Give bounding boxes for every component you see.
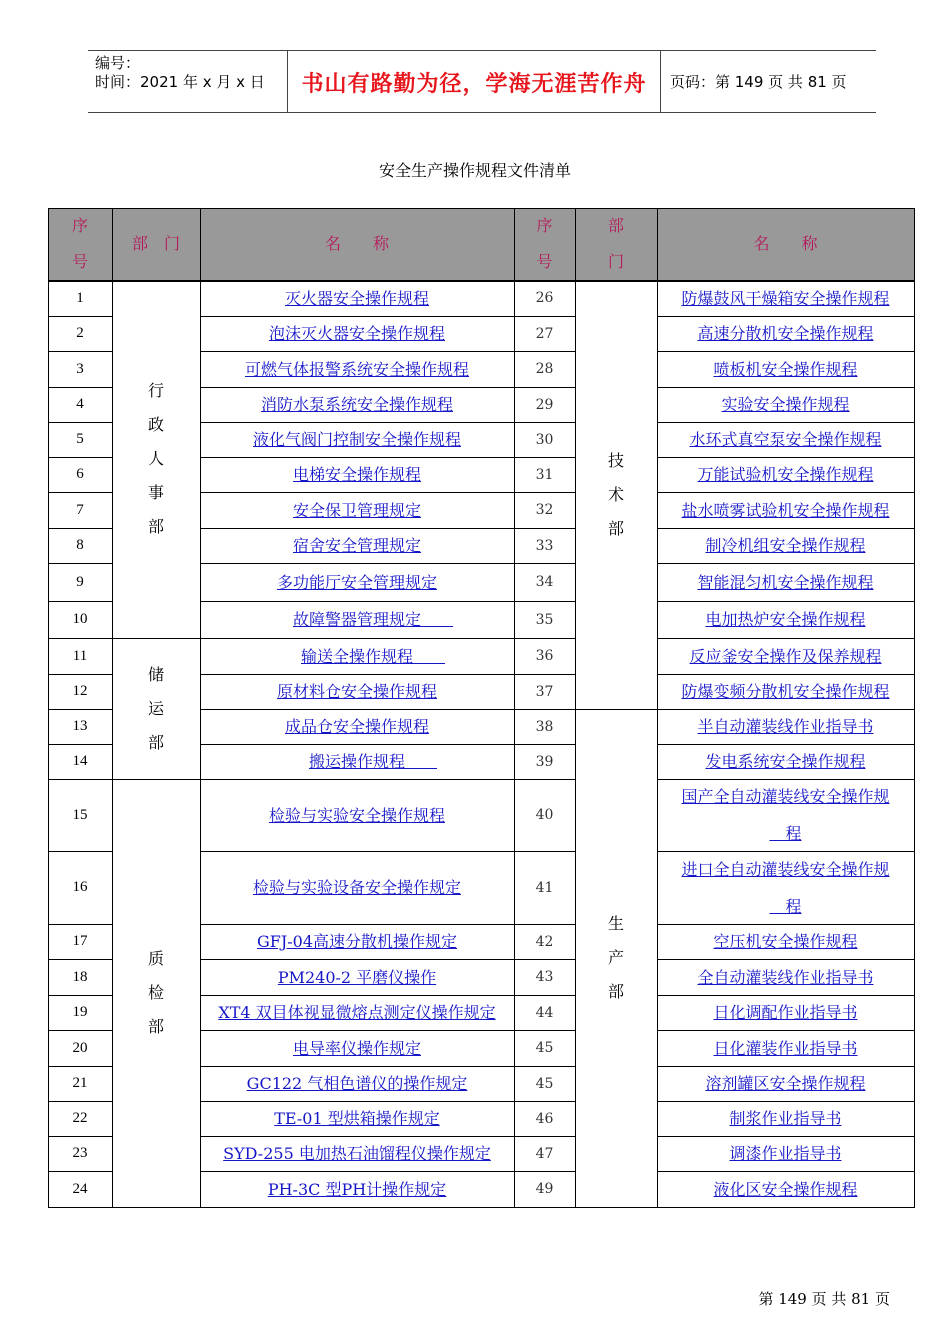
header-meta xyxy=(95,54,265,92)
procedure-link[interactable]: 消防水泵系统安全操作规程 xyxy=(260,395,453,414)
procedure-link[interactable]: 反应釜安全操作及保养规程 xyxy=(689,646,882,666)
procedure-link[interactable]: GC122 气相色谱仪的操作规定 xyxy=(246,1074,468,1093)
grid-line xyxy=(48,457,113,458)
procedure-link[interactable]: 半自动灌装线作业指导书 xyxy=(697,717,874,736)
left-row-name-cell xyxy=(200,280,514,316)
procedure-link[interactable]: 实验安全操作规程 xyxy=(721,395,850,414)
procedure-link[interactable]: 电梯安全操作规程 xyxy=(292,465,421,484)
right-row-number: 41 xyxy=(535,879,554,896)
procedure-link[interactable]: 日化调配作业指导书 xyxy=(713,1003,858,1022)
grid-line xyxy=(48,208,915,209)
left-row-number: 20 xyxy=(72,1039,88,1056)
right-row-number: 47 xyxy=(535,1145,554,1162)
right-row-name-cell xyxy=(657,351,914,387)
grid-line xyxy=(48,995,113,996)
left-row-name-cell xyxy=(200,779,514,851)
time-label: 时间：2021 年 x 月 x 日 xyxy=(95,73,265,91)
left-row-number: 15 xyxy=(72,806,88,823)
left-row-number: 23 xyxy=(72,1145,88,1161)
right-row-number: 27 xyxy=(535,325,554,342)
left-row-number: 8 xyxy=(76,537,84,553)
procedure-link[interactable]: 发电系统安全操作规程 xyxy=(705,752,866,771)
procedure-link[interactable]: 液化气阀门控制安全操作规程 xyxy=(252,430,461,449)
right-row-name-cell xyxy=(657,1066,914,1101)
right-row-name-cell xyxy=(657,280,914,316)
procedure-link[interactable]: 全自动灌装线作业指导书 xyxy=(697,967,874,987)
right-row-number: 30 xyxy=(535,431,554,448)
left-row-name-cell xyxy=(200,1030,514,1066)
department-name: 行 政 人 事 部 xyxy=(147,381,164,536)
left-row-number: 16 xyxy=(72,879,88,895)
procedure-link[interactable]: 原材料仓安全操作规程 xyxy=(276,682,437,701)
grid-line xyxy=(48,924,113,925)
grid-line xyxy=(48,1101,113,1102)
procedure-link[interactable]: 电加热炉安全操作规程 xyxy=(705,610,866,629)
left-row-number: 24 xyxy=(72,1180,88,1197)
grid-line xyxy=(575,208,576,1208)
grid-line xyxy=(48,851,113,852)
left-row-name-cell xyxy=(200,1136,514,1171)
left-row-number: 11 xyxy=(72,647,88,664)
procedure-link[interactable]: 制冷机组安全操作规程 xyxy=(705,536,866,555)
procedure-link[interactable]: 智能混匀机安全操作规程 xyxy=(697,572,874,592)
right-row-number: 44 xyxy=(535,1004,554,1021)
left-row-name-cell xyxy=(200,638,514,674)
right-row-name-cell xyxy=(657,924,914,959)
right-row-name-cell xyxy=(657,1171,914,1207)
header-label: 名 称 xyxy=(753,234,818,253)
right-row-name-cell xyxy=(657,316,914,351)
right-row-name-cell xyxy=(657,709,914,744)
grid-line xyxy=(48,1030,113,1031)
procedure-link[interactable]: 水环式真空泵安全操作规程 xyxy=(689,430,882,449)
left-row-number: 7 xyxy=(76,501,84,518)
procedure-link[interactable]: 防爆变频分散机安全操作规程 xyxy=(681,682,890,701)
right-row-number: 40 xyxy=(535,807,554,823)
left-row-number: 12 xyxy=(72,683,88,699)
right-row-number: 49 xyxy=(535,1181,554,1197)
grid-line xyxy=(48,709,113,710)
left-row-name-cell xyxy=(200,492,514,528)
grid-line xyxy=(48,208,49,1208)
procedure-link[interactable]: PH-3C 型PH计操作规定 xyxy=(267,1179,447,1199)
procedure-link[interactable]: 输送全操作规程 xyxy=(300,646,445,666)
left-row-name-cell xyxy=(200,924,514,959)
right-row-name-cell xyxy=(657,528,914,563)
grid-line xyxy=(48,601,113,602)
left-row-name-cell xyxy=(200,709,514,744)
procedure-link[interactable]: 溶剂罐区安全操作规程 xyxy=(705,1074,866,1093)
right-row-name-cell xyxy=(657,601,914,638)
header-page-info: 页码：第 149 页 共 81 页 xyxy=(670,73,847,91)
left-row-number: 1 xyxy=(76,289,84,306)
left-row-number: 22 xyxy=(72,1110,88,1126)
procedure-link[interactable]: 调漆作业指导书 xyxy=(729,1144,842,1163)
right-row-number: 29 xyxy=(535,396,554,413)
left-row-name-cell xyxy=(200,387,514,422)
procedure-link[interactable]: 防爆鼓风干燥箱安全操作规程 xyxy=(681,288,890,308)
grid-line xyxy=(200,208,201,1208)
left-row-number: 4 xyxy=(76,396,84,412)
procedure-link[interactable]: 检验与实验设备安全操作规定 xyxy=(252,878,461,897)
right-row-name-cell xyxy=(657,1136,914,1171)
right-row-name-cell xyxy=(657,387,914,422)
header-label: 序 号 xyxy=(71,216,88,271)
procedure-link[interactable]: TE-01 型烘箱操作规定 xyxy=(274,1109,440,1128)
procedure-link[interactable]: 泡沫灭火器安全操作规程 xyxy=(268,324,445,343)
left-row-name-cell xyxy=(200,1066,514,1101)
left-row-number: 6 xyxy=(76,466,84,482)
right-row-number: 34 xyxy=(535,574,554,590)
right-row-number: 38 xyxy=(535,718,554,735)
right-department-cell xyxy=(575,280,657,709)
left-row-name-cell xyxy=(200,351,514,387)
department-name: 储 运 部 xyxy=(147,664,164,752)
procedure-link[interactable]: 喷板机安全操作规程 xyxy=(713,359,858,379)
grid-line xyxy=(48,528,113,529)
right-row-name-cell xyxy=(657,959,914,995)
table-header-seq2 xyxy=(514,208,575,280)
grid-line xyxy=(48,387,113,388)
right-row-number: 39 xyxy=(535,753,554,770)
department-name: 技 术 部 xyxy=(607,450,624,538)
procedure-link[interactable]: 万能试验机安全操作规程 xyxy=(697,465,874,484)
right-row-name-cell xyxy=(657,1101,914,1136)
right-row-name-cell xyxy=(657,779,914,851)
left-row-name-cell xyxy=(200,601,514,638)
left-row-name-cell xyxy=(200,563,514,601)
grid-line xyxy=(112,638,201,639)
procedure-link[interactable]: 故障警器管理规定 xyxy=(292,610,453,629)
right-row-number: 26 xyxy=(535,290,554,306)
department-name: 质 检 部 xyxy=(147,949,164,1036)
table-header-dept2 xyxy=(575,208,657,280)
grid-line xyxy=(200,851,576,852)
grid-line xyxy=(514,208,515,1208)
procedure-link[interactable]: 搬运操作规程 xyxy=(308,752,437,771)
procedure-link[interactable]: 日化灌装作业指导书 xyxy=(713,1038,858,1058)
right-row-number: 37 xyxy=(535,683,554,700)
procedure-link[interactable]: 安全保卫管理规定 xyxy=(292,500,421,520)
procedure-link[interactable]: 空压机安全操作规程 xyxy=(713,932,858,951)
right-row-number: 32 xyxy=(535,502,554,518)
procedure-link[interactable]: GFJ-04高速分散机操作规定 xyxy=(256,932,458,951)
left-row-number: 3 xyxy=(76,360,84,377)
procedure-link[interactable]: 液化区安全操作规程 xyxy=(713,1179,858,1199)
procedure-link[interactable]: 多功能厅安全管理规定 xyxy=(276,572,437,592)
grid-line xyxy=(914,208,915,1208)
right-row-name-cell xyxy=(657,1030,914,1066)
left-row-name-cell xyxy=(200,1101,514,1136)
right-row-name-cell xyxy=(657,492,914,528)
right-row-number: 33 xyxy=(535,537,554,554)
left-row-name-cell xyxy=(200,674,514,709)
serial-label: 编号： xyxy=(95,54,141,72)
grid-line xyxy=(48,744,113,745)
header-label: 序 号 xyxy=(536,216,553,271)
left-row-number: 9 xyxy=(76,573,84,590)
grid-line xyxy=(48,422,113,423)
left-row-number: 14 xyxy=(72,753,88,769)
right-row-number: 42 xyxy=(535,933,554,950)
procedure-link[interactable]: 检验与实验安全操作规程 xyxy=(268,805,445,825)
left-row-name-cell xyxy=(200,422,514,457)
grid-line xyxy=(48,1066,113,1067)
grid-line xyxy=(575,709,658,710)
grid-line xyxy=(112,779,201,780)
grid-line xyxy=(48,492,113,493)
right-row-name-cell xyxy=(657,851,914,924)
right-row-name-cell xyxy=(657,995,914,1030)
procedure-link[interactable]: 进口全自动灌装线安全操作规 程 xyxy=(681,859,890,916)
right-row-number: 46 xyxy=(535,1110,554,1127)
right-row-name-cell xyxy=(657,422,914,457)
right-department-cell xyxy=(575,709,657,1207)
left-department-cell xyxy=(112,779,200,1207)
grid-line xyxy=(112,208,113,1208)
left-row-number: 17 xyxy=(72,933,88,949)
procedure-link[interactable]: SYD-255 电加热石油馏程仪操作规定 xyxy=(223,1144,491,1163)
procedure-link[interactable]: 制浆作业指导书 xyxy=(729,1109,842,1128)
header-label: 名 称 xyxy=(324,234,389,253)
left-row-name-cell xyxy=(200,316,514,351)
left-row-name-cell xyxy=(200,959,514,995)
right-row-number: 28 xyxy=(535,361,554,377)
left-row-number: 13 xyxy=(72,718,88,734)
grid-line xyxy=(48,351,113,352)
left-row-number: 21 xyxy=(72,1075,88,1091)
procedure-link[interactable]: 盐水喷雾试验机安全操作规程 xyxy=(681,500,890,520)
left-row-number: 5 xyxy=(76,431,84,447)
right-row-name-cell xyxy=(657,457,914,492)
table-header-name xyxy=(200,208,514,280)
right-row-number: 45 xyxy=(535,1075,554,1092)
right-row-name-cell xyxy=(657,744,914,779)
header-label: 部 门 xyxy=(607,216,624,271)
right-row-number: 43 xyxy=(535,969,554,985)
procedure-link[interactable]: 电导率仪操作规定 xyxy=(292,1038,421,1058)
header-divider xyxy=(660,51,661,112)
table-header-name2 xyxy=(657,208,914,280)
right-row-number: 35 xyxy=(535,611,554,628)
left-row-name-cell xyxy=(200,744,514,779)
left-department-cell xyxy=(112,280,200,638)
left-department-cell xyxy=(112,638,200,779)
department-name: 生 产 部 xyxy=(607,914,624,1001)
grid-line xyxy=(48,674,113,675)
right-row-name-cell xyxy=(657,563,914,601)
right-row-name-cell xyxy=(657,674,914,709)
left-row-name-cell xyxy=(200,528,514,563)
grid-line xyxy=(48,1171,113,1172)
footer-page-info: 第 149 页 共 81 页 xyxy=(758,1290,890,1308)
left-row-number: 10 xyxy=(72,611,88,627)
left-row-name-cell xyxy=(200,851,514,924)
procedure-link[interactable]: 高速分散机安全操作规程 xyxy=(697,324,874,343)
right-row-name-cell xyxy=(657,638,914,674)
procedure-link[interactable]: PM240-2 平磨仪操作 xyxy=(277,967,437,987)
left-row-name-cell xyxy=(200,1171,514,1207)
procedure-link[interactable]: 可燃气体报警系统安全操作规程 xyxy=(244,359,469,379)
left-row-number: 18 xyxy=(72,968,88,985)
grid-line xyxy=(48,563,113,564)
document-title: 安全生产操作规程文件清单 xyxy=(378,161,571,180)
procedure-link[interactable]: XT4 双目体视显微熔点测定仪操作规定 xyxy=(218,1003,496,1022)
procedure-link[interactable]: 成品仓安全操作规程 xyxy=(284,717,429,736)
right-row-number: 31 xyxy=(535,466,554,483)
procedure-link[interactable]: 国产全自动灌装线安全操作规 程 xyxy=(681,787,890,843)
procedure-link[interactable]: 宿舍安全管理规定 xyxy=(292,536,421,555)
grid-line xyxy=(48,316,113,317)
page-header xyxy=(88,50,876,113)
left-row-name-cell xyxy=(200,457,514,492)
grid-line xyxy=(48,638,113,639)
left-row-name-cell xyxy=(200,995,514,1030)
header-motto: 书山有路勤为径，学海无涯苦作舟 xyxy=(301,71,647,97)
grid-line xyxy=(48,1136,113,1137)
right-row-number: 36 xyxy=(535,648,554,664)
grid-line xyxy=(48,779,113,780)
table-header-dept xyxy=(112,208,200,280)
left-row-number: 19 xyxy=(72,1004,88,1020)
left-row-number: 2 xyxy=(76,325,84,341)
grid-line xyxy=(657,208,658,1208)
right-row-number: 45 xyxy=(535,1040,554,1056)
table-header-seq xyxy=(48,208,112,280)
procedure-link[interactable]: 灭火器安全操作规程 xyxy=(284,288,429,308)
header-label: 部 门 xyxy=(131,234,180,253)
grid-line xyxy=(48,959,113,960)
